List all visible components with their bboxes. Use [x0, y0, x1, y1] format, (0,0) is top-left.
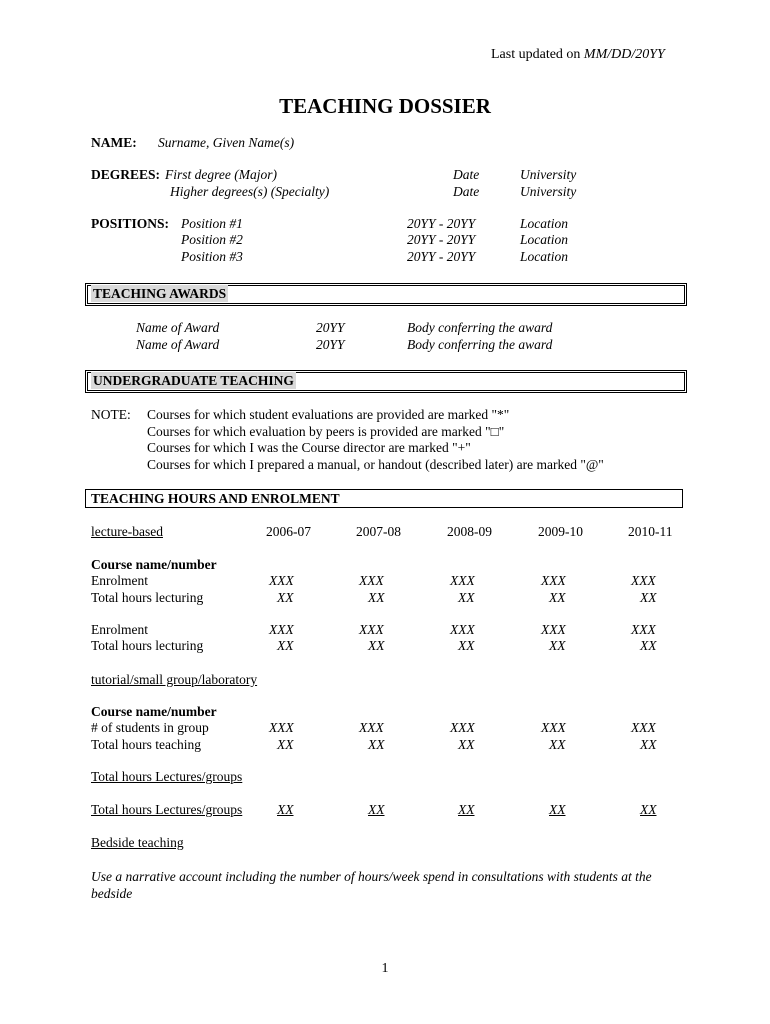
enrolment-label-2: Enrolment: [91, 622, 148, 637]
total-lecturing-label-2: Total hours lecturing: [91, 638, 204, 653]
value-cell: XXX: [269, 573, 294, 588]
year-col-3: 2008-09: [447, 524, 492, 539]
last-updated-date: MM/DD/20YY: [583, 47, 665, 62]
value-cell: XXX: [450, 622, 475, 637]
position-2-location: Location: [520, 232, 569, 247]
last-updated-label: Last updated on: [491, 47, 584, 62]
value-cell: XXX: [269, 622, 294, 637]
degree-2-date: Date: [453, 184, 480, 199]
value-cell: XX: [549, 802, 566, 817]
value-cell: XXX: [541, 622, 566, 637]
award-1-name: Name of Award: [136, 320, 220, 335]
value-cell: XX: [640, 638, 657, 653]
teaching-awards-header: [85, 283, 687, 306]
value-cell: XX: [458, 737, 475, 752]
value-cell: XXX: [631, 573, 656, 588]
degree-1-date: Date: [453, 167, 480, 182]
position-3: Position #3: [181, 249, 243, 264]
degree-2-university: University: [520, 184, 577, 199]
value-cell: XX: [277, 638, 294, 653]
year-col-5: 2010-11: [628, 524, 673, 539]
last-updated: [491, 47, 665, 63]
lecture-based-label: lecture-based: [91, 524, 163, 539]
page-number: 1: [381, 961, 389, 976]
undergraduate-teaching-heading: UNDERGRADUATE TEACHING: [93, 373, 294, 388]
value-cell: XX: [640, 737, 657, 752]
note-label: NOTE:: [91, 407, 131, 422]
position-1-location: Location: [520, 216, 569, 231]
award-2-year: 20YY: [316, 337, 345, 352]
value-cell: XX: [549, 737, 566, 752]
course-name-label-2: Course name/number: [91, 704, 217, 719]
total-lectures-groups-label-1: Total hours Lectures/groups: [91, 769, 243, 784]
value-cell: XXX: [541, 720, 566, 735]
tutorial-label: tutorial/small group/laboratory: [91, 672, 258, 687]
value-cell: XX: [368, 737, 385, 752]
teaching-hours-header: [85, 489, 683, 508]
course-name-label-1: Course name/number: [91, 557, 217, 572]
value-cell: XXX: [359, 720, 384, 735]
teaching-awards-heading: TEACHING AWARDS: [93, 286, 227, 301]
value-cell: XX: [277, 802, 294, 817]
positions-label: POSITIONS:: [91, 216, 170, 231]
total-teaching-label: Total hours teaching: [91, 737, 202, 752]
position-1: Position #1: [181, 216, 243, 231]
total-lectures-groups-label-2: Total hours Lectures/groups: [91, 802, 243, 817]
bedside-note: Use a narrative account including the number of hours/week spend in consultations with students at the bedside: [91, 869, 652, 901]
note-line-2: Courses for which evaluation by peers is provided are marked "□": [147, 424, 505, 439]
position-3-location: Location: [520, 249, 569, 264]
position-1-years: 20YY - 20YY: [407, 216, 476, 231]
award-2-body: Body conferring the award: [407, 337, 553, 352]
position-2: Position #2: [181, 232, 243, 247]
value-cell: XX: [640, 802, 657, 817]
value-cell: XXX: [359, 622, 384, 637]
note-line-3: Courses for which I was the Course director are marked "+": [147, 440, 471, 455]
position-3-years: 20YY - 20YY: [407, 249, 476, 264]
note-line-1: Courses for which student evaluations are provided are marked "*": [147, 407, 510, 422]
value-cell: XX: [549, 590, 566, 605]
value-cell: XXX: [631, 622, 656, 637]
enrolment-label-1: Enrolment: [91, 573, 148, 588]
value-cell: XXX: [269, 720, 294, 735]
students-in-group-label: # of students in group: [91, 720, 209, 735]
value-cell: XX: [277, 590, 294, 605]
award-1-year: 20YY: [316, 320, 345, 335]
value-cell: XX: [368, 802, 385, 817]
year-col-4: 2009-10: [538, 524, 583, 539]
degree-1: First degree (Major): [165, 167, 277, 182]
year-col-1: 2006-07: [266, 524, 311, 539]
value-cell: XXX: [359, 573, 384, 588]
undergraduate-teaching-header: [85, 370, 687, 393]
value-cell: XXX: [450, 720, 475, 735]
value-cell: XX: [368, 638, 385, 653]
award-2-name: Name of Award: [136, 337, 220, 352]
value-cell: XX: [458, 638, 475, 653]
value-cell: XX: [458, 802, 475, 817]
award-1-body: Body conferring the award: [407, 320, 553, 335]
page-title: TEACHING DOSSIER: [279, 94, 491, 118]
value-cell: XXX: [631, 720, 656, 735]
degree-1-university: University: [520, 167, 577, 182]
name-label: NAME:: [91, 135, 137, 150]
degree-2: Higher degrees(s) (Specialty): [170, 184, 330, 199]
name-value: Surname, Given Name(s): [158, 135, 295, 150]
note-line-4: Courses for which I prepared a manual, or handout (described later) are marked "@": [147, 457, 604, 472]
degrees-label: DEGREES:: [91, 167, 161, 182]
value-cell: XX: [368, 590, 385, 605]
total-lecturing-label-1: Total hours lecturing: [91, 590, 204, 605]
value-cell: XX: [277, 737, 294, 752]
teaching-hours-heading: TEACHING HOURS AND ENROLMENT: [91, 491, 340, 506]
value-cell: XX: [549, 638, 566, 653]
bedside-teaching-label: Bedside teaching: [91, 835, 184, 850]
value-cell: XX: [640, 590, 657, 605]
value-cell: XX: [458, 590, 475, 605]
position-2-years: 20YY - 20YY: [407, 232, 476, 247]
value-cell: XXX: [450, 573, 475, 588]
year-col-2: 2007-08: [356, 524, 401, 539]
value-cell: XXX: [541, 573, 566, 588]
